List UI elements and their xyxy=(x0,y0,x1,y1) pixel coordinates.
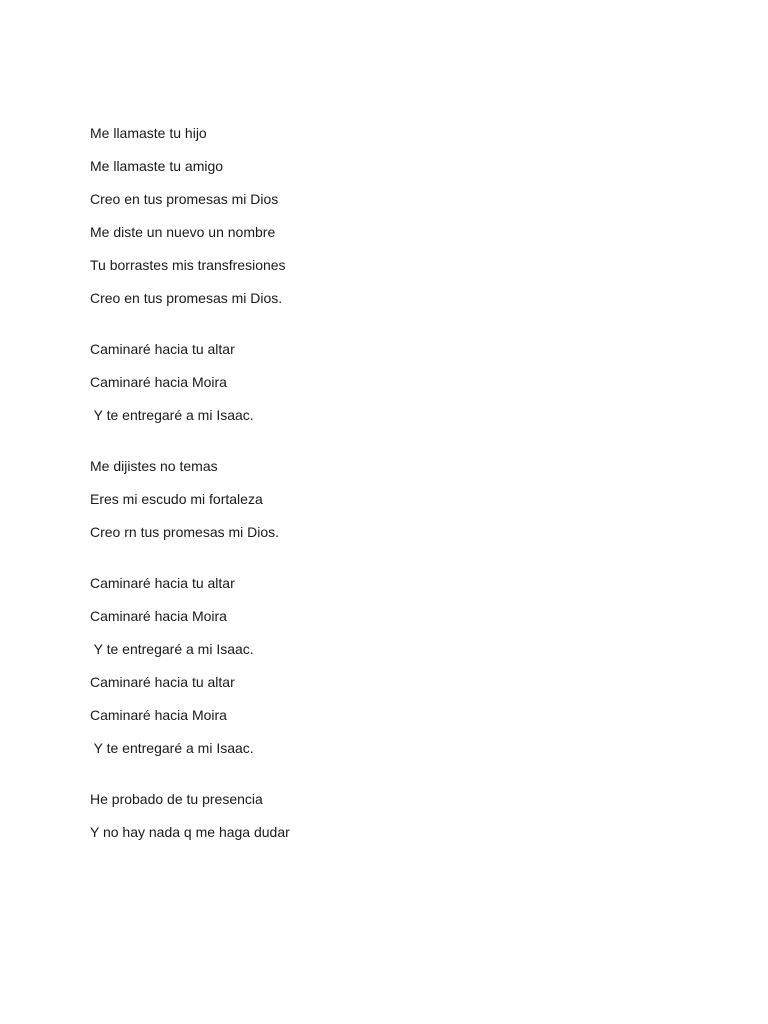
lyric-line: Caminaré hacia Moira xyxy=(90,707,227,723)
lyric-line: Caminaré hacia tu altar xyxy=(90,575,235,591)
lyric-line: Y te entregaré a mi Isaac. xyxy=(90,740,254,756)
lyric-line: Caminaré hacia tu altar xyxy=(90,674,235,690)
lyric-line: Tu borrastes mis transfresiones xyxy=(90,257,286,273)
lyric-line: Y te entregaré a mi Isaac. xyxy=(90,407,254,423)
lyric-line: Creo en tus promesas mi Dios xyxy=(90,191,279,207)
lyric-line: Y no hay nada q me haga dudar xyxy=(90,824,290,840)
lyric-line: Me diste un nuevo un nombre xyxy=(90,224,276,240)
lyric-line: Caminaré hacia tu altar xyxy=(90,341,235,357)
lyric-line: Me llamaste tu hijo xyxy=(90,125,207,141)
lyric-line: Caminaré hacia Moira xyxy=(90,374,227,390)
lyric-line: Creo en tus promesas mi Dios. xyxy=(90,290,283,306)
lyric-line: Creo rn tus promesas mi Dios. xyxy=(90,524,280,540)
lyrics-body xyxy=(90,124,710,856)
lyric-line: Eres mi escudo mi fortaleza xyxy=(90,491,263,507)
lyric-line: Y te entregaré a mi Isaac. xyxy=(90,641,254,657)
lyric-line: Caminaré hacia Moira xyxy=(90,608,227,624)
lyric-line: He probado de tu presencia xyxy=(90,791,263,807)
lyric-line: Me llamaste tu amigo xyxy=(90,158,224,174)
lyric-line: Me dijistes no temas xyxy=(90,458,218,474)
